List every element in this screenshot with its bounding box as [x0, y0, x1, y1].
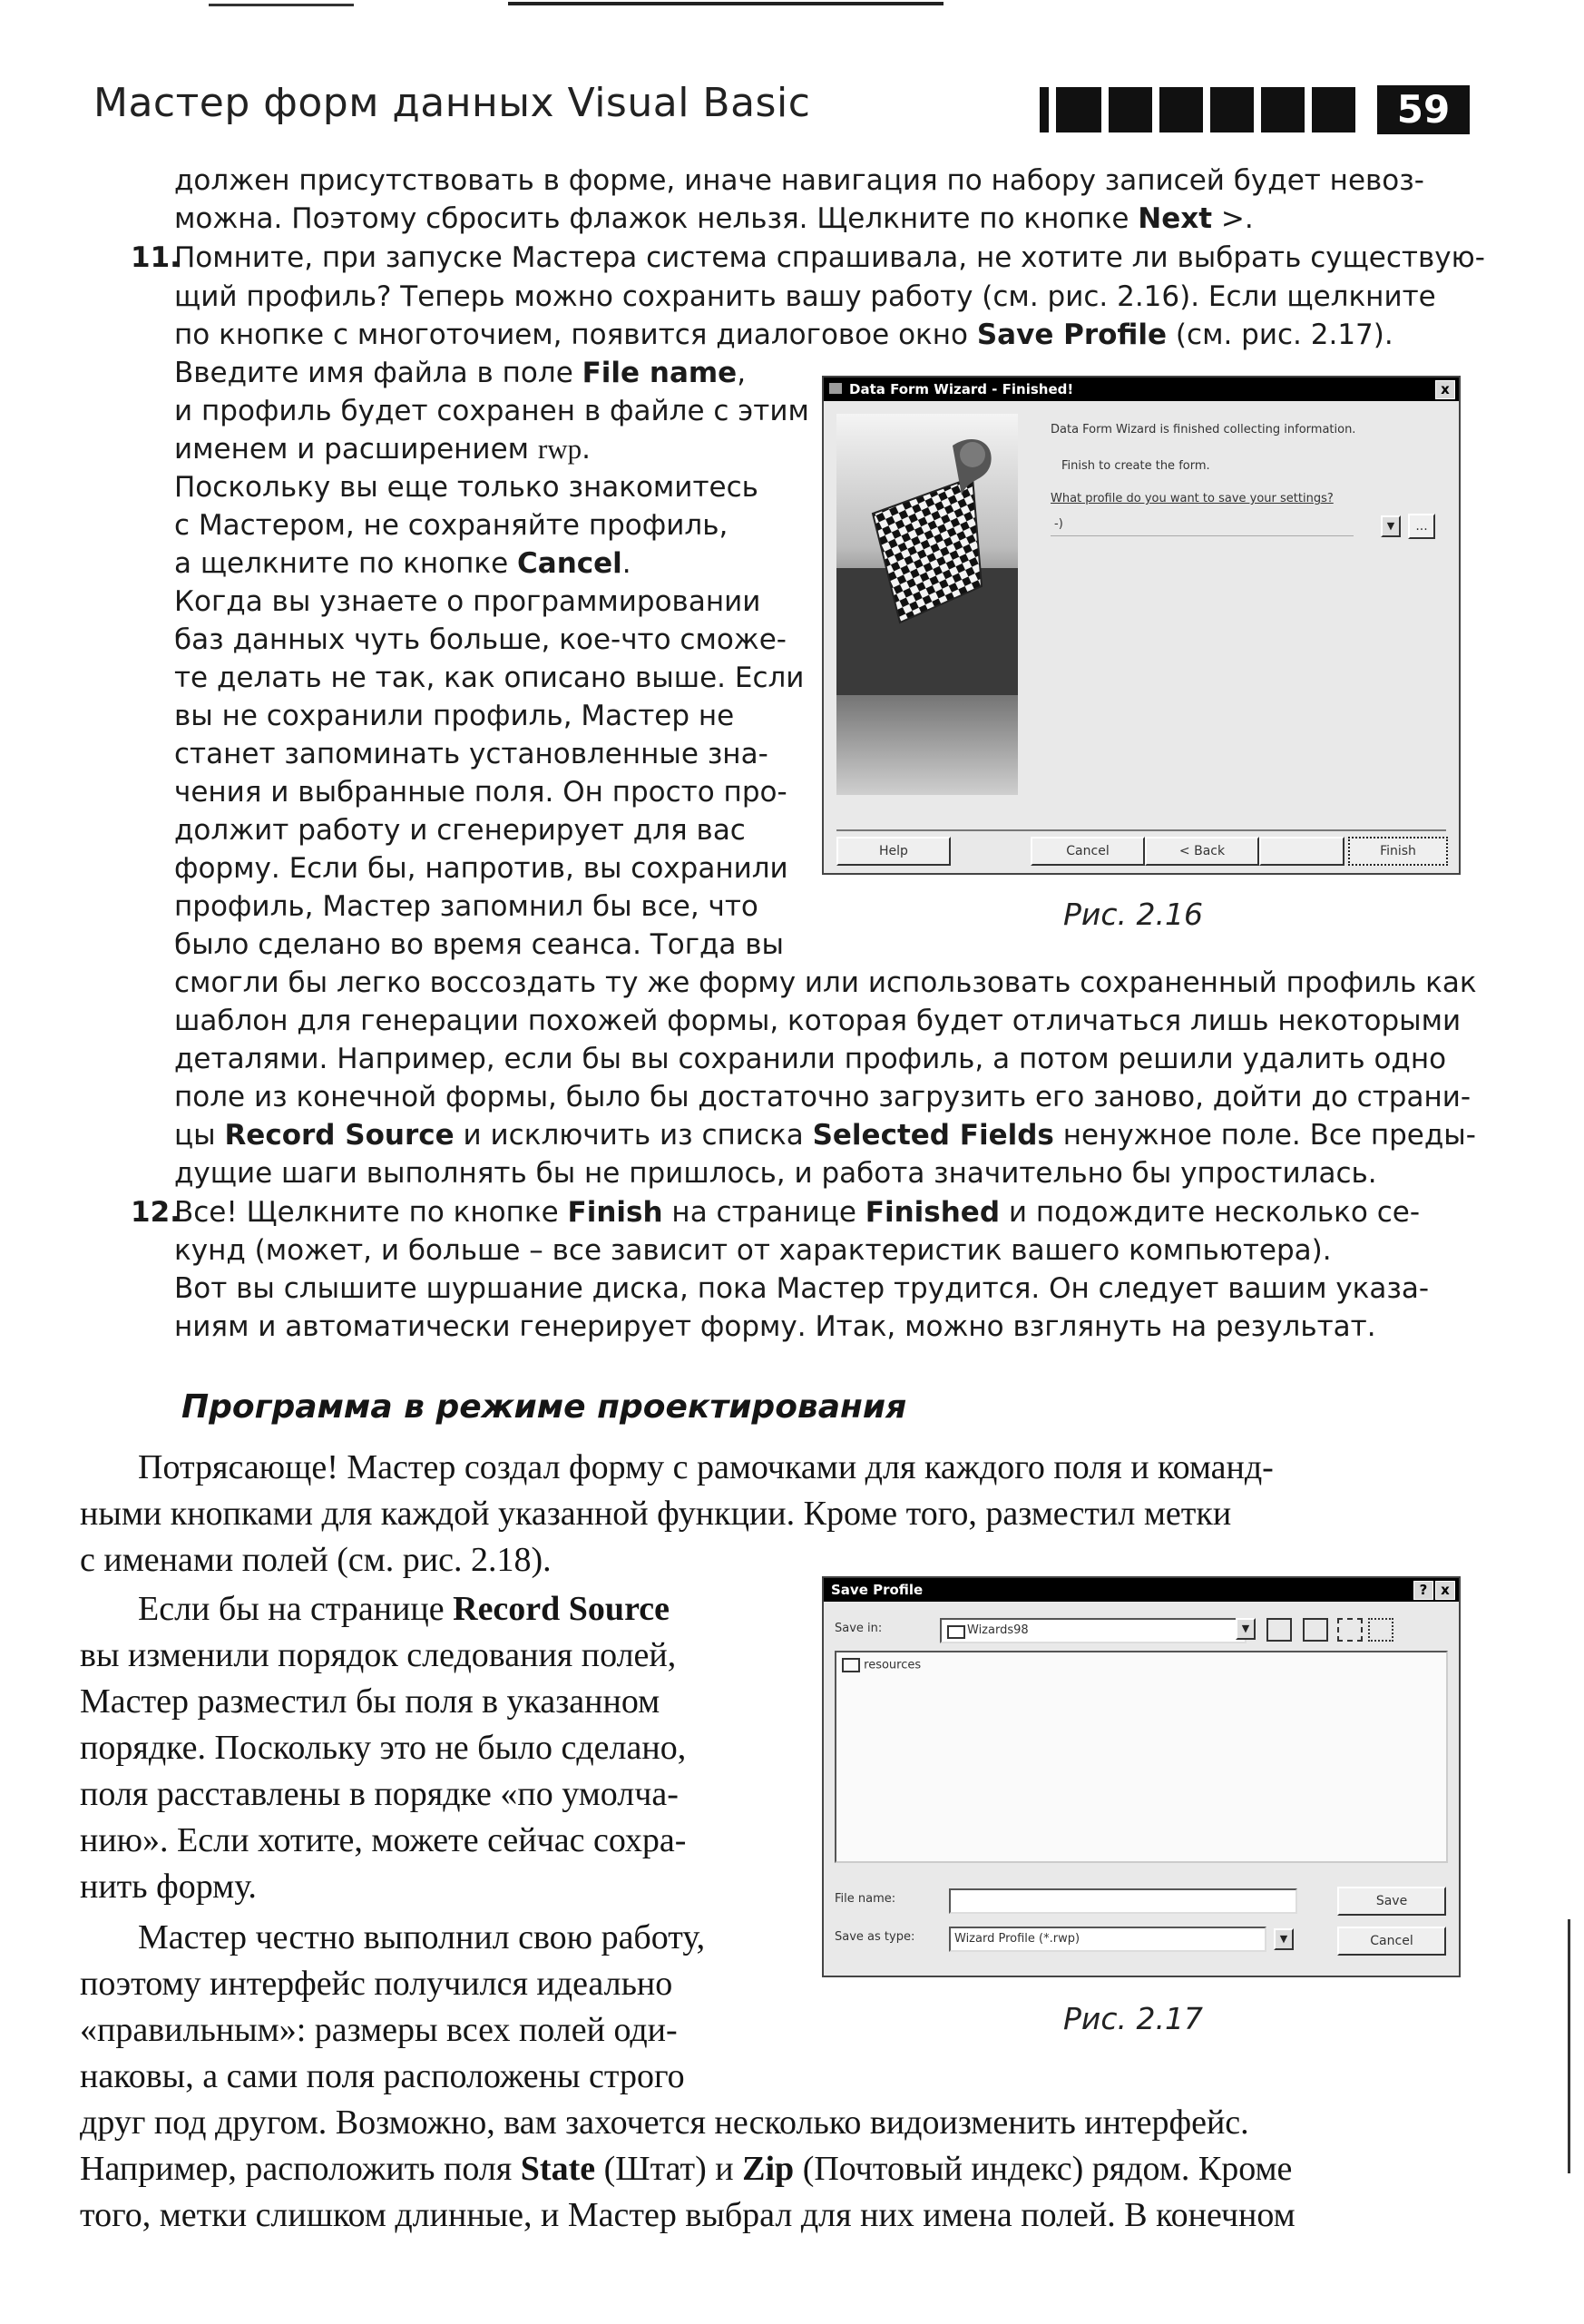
close-button[interactable]: x — [1435, 380, 1455, 399]
header-bar — [1159, 87, 1203, 132]
header-bar — [1312, 87, 1355, 132]
text-line: те делать не так, как описано выше. Если — [174, 662, 805, 694]
details-view-icon[interactable] — [1368, 1618, 1393, 1642]
save-profile-dialog — [822, 1576, 1461, 1977]
running-title: Мастер форм данных Visual Basic — [93, 80, 811, 126]
text-line: Если бы на странице Record Source — [138, 1590, 670, 1628]
save-as-type-label: Save as type: — [835, 1930, 915, 1944]
text-line: нить форму. — [80, 1868, 257, 1906]
cancel-button[interactable]: Cancel — [1337, 1927, 1446, 1956]
text-line: щий профиль? Теперь можно сохранить вашу работу (см. рис. 2.16). Если щелкните — [174, 280, 1436, 313]
header-bars — [1040, 87, 1355, 132]
chevron-down-icon[interactable]: ▼ — [1274, 1928, 1294, 1950]
chevron-down-icon[interactable]: ▼ — [1236, 1618, 1256, 1640]
text-line: порядке. Поскольку это не было сделано, — [80, 1729, 687, 1767]
dialog-titlebar — [824, 378, 1459, 401]
text-line: деталями. Например, если бы вы сохранили профиль, а потом решили удалить одно — [174, 1043, 1447, 1075]
text-line: форму. Если бы, напротив, вы сохранили — [174, 852, 788, 885]
text-line: чения и выбранные поля. Он просто про- — [174, 776, 787, 809]
text-line: можна. Поэтому сбросить флажок нельзя. Щелкните по кнопке Next >. — [174, 202, 1254, 235]
ellipsis-button[interactable]: ... — [1408, 514, 1435, 539]
wizard-message: Finish to create the form. — [1061, 459, 1210, 473]
text-line: «правильным»: размеры всех полей оди- — [80, 2011, 678, 2049]
list-item[interactable] — [842, 1658, 921, 1672]
text-line: поле из конечной формы, было бы достаточно загрузить его заново, дойти до страни- — [174, 1081, 1472, 1113]
wizard-message: What profile do you want to save your settings? — [1051, 492, 1334, 505]
text-line: а щелкните по кнопке Cancel. — [174, 547, 631, 580]
text-line: с Мастером, не сохраняйте профиль, — [174, 509, 728, 542]
save-in-value: Wizards98 — [967, 1623, 1029, 1637]
text-line: было сделано во время сеанса. Тогда вы — [174, 928, 785, 961]
wizard-finished-dialog — [822, 376, 1461, 875]
text-line: Когда вы узнаете о программировании — [174, 585, 761, 618]
text-line: Введите имя файла в поле File name, — [174, 357, 747, 389]
text-line: Помните, при запуске Мастера система спрашивала, не хотите ли выбрать существую- — [174, 241, 1485, 274]
cancel-button[interactable]: Cancel — [1031, 837, 1145, 866]
save-button[interactable]: Save — [1337, 1887, 1446, 1916]
text-line: Все! Щелкните по кнопке Finish на странице Finished и подождите несколько се- — [174, 1196, 1421, 1229]
text-line: ными кнопками для каждой указанной функции. Кроме того, разместил метки — [80, 1495, 1232, 1533]
help-button[interactable]: Help — [836, 837, 951, 866]
text-line: должит работу и сгенерирует для вас — [174, 814, 746, 847]
text-line: наковы, а сами поля расположены строго — [80, 2057, 685, 2095]
text-line: Потрясающе! Мастер создал форму с рамочками для каждого поля и команд- — [138, 1448, 1274, 1486]
text-line: Вот вы слышите шуршание диска, пока Мастер трудится. Он следует вашим указа- — [174, 1272, 1430, 1305]
margin-rule — [1568, 1919, 1570, 2173]
folder-name: resources — [864, 1658, 922, 1672]
list-view-icon[interactable] — [1337, 1618, 1363, 1642]
text-line: Мастер разместил бы поля в указанном — [80, 1682, 660, 1721]
dialog-title: Data Form Wizard - Finished! — [849, 381, 1074, 397]
text-line: цы Record Source и исключить из списка Selected Fields ненужное поле. Все преды- — [174, 1119, 1476, 1152]
text-line: и профиль будет сохранен в файле с этим — [174, 395, 809, 427]
header-bar — [1056, 87, 1101, 132]
header-bar — [1210, 87, 1254, 132]
file-name-input[interactable] — [949, 1888, 1297, 1914]
text-line: нию». Если хотите, можете сейчас сохра- — [80, 1821, 687, 1859]
text-line: с именами полей (см. рис. 2.18). — [80, 1541, 552, 1579]
text-line: смогли бы легко воссоздать ту же форму или использовать сохраненный профиль как — [174, 966, 1477, 999]
figure-caption: Рис. 2.17 — [1063, 2001, 1203, 2036]
close-button[interactable]: x — [1435, 1581, 1455, 1600]
text-line: станет запоминать установленные зна- — [174, 738, 768, 770]
top-rule — [209, 4, 354, 6]
back-button[interactable]: < Back — [1145, 837, 1259, 866]
text-line: поэтому интерфейс получился идеально — [80, 1965, 673, 2003]
header-bar — [1040, 87, 1049, 132]
folder-icon — [842, 1658, 860, 1672]
profile-combo[interactable]: -) — [1051, 514, 1354, 536]
wizard-message: Data Form Wizard is finished collecting information. — [1051, 423, 1356, 436]
file-list[interactable] — [835, 1651, 1448, 1863]
header-bar — [1261, 87, 1305, 132]
top-rule — [508, 2, 944, 5]
text-line: Мастер честно выполнил свою работу, — [138, 1918, 706, 1956]
folder-icon — [947, 1625, 965, 1639]
divider — [836, 829, 1446, 831]
text-line: дущие шаги выполнять бы не пришлось, и работа значительно бы упростилась. — [174, 1157, 1377, 1190]
help-icon[interactable]: ? — [1413, 1581, 1433, 1600]
save-as-type-select[interactable]: Wizard Profile (*.rwp) — [949, 1927, 1266, 1952]
text-line: должен присутствовать в форме, иначе навигация по набору записей будет невоз- — [174, 164, 1424, 197]
text-line: вы не сохранили профиль, Мастер не — [174, 700, 735, 732]
section-heading: Программа в режиме проектирования — [181, 1388, 907, 1426]
text-line: друг под другом. Возможно, вам захочется несколько видоизменить интерфейс. — [80, 2103, 1249, 2142]
up-folder-icon[interactable] — [1266, 1618, 1292, 1642]
list-number: 12. — [131, 1196, 181, 1229]
text-line: по кнопке с многоточием, появится диалоговое окно Save Profile (см. рис. 2.17). — [174, 319, 1393, 351]
text-line: Например, расположить поля State (Штат) и Zip (Почтовый индекс) рядом. Кроме — [80, 2150, 1293, 2188]
dialog-title: Save Profile — [831, 1582, 924, 1598]
text-line: того, метки слишком длинные, и Мастер выбрал для них имена полей. В конечном — [80, 2196, 1296, 2234]
save-in-label: Save in: — [835, 1622, 883, 1635]
figure-caption: Рис. 2.16 — [1063, 897, 1203, 932]
text-line: вы изменили порядок следования полей, — [80, 1636, 677, 1674]
next-button[interactable] — [1259, 837, 1344, 866]
chevron-down-icon[interactable]: ▼ — [1381, 515, 1401, 537]
text-line: баз данных чуть больше, кое-что сможе- — [174, 623, 787, 656]
text-line: профиль, Мастер запомнил бы все, что — [174, 890, 758, 923]
checkered-flag-graphic — [836, 414, 1018, 795]
text-line: именем и расширением rwp. — [174, 433, 591, 466]
text-line: Поскольку вы еще только знакомитесь — [174, 471, 758, 504]
dialog-titlebar — [824, 1578, 1459, 1602]
page-number: 59 — [1377, 85, 1470, 134]
new-folder-icon[interactable] — [1303, 1618, 1328, 1642]
list-number: 11. — [131, 241, 181, 274]
finish-button[interactable]: Finish — [1348, 837, 1448, 866]
text-line: ниям и автоматически генерирует форму. Итак, можно взглянуть на результат. — [174, 1310, 1376, 1343]
app-icon — [829, 383, 842, 394]
text-line: поля расставлены в порядке «по умолча- — [80, 1775, 679, 1813]
text-line: кунд (может, и больше – все зависит от характеристик вашего компьютера). — [174, 1234, 1332, 1267]
header-bar — [1109, 87, 1152, 132]
text-line: шаблон для генерации похожей формы, которая будет отличаться лишь некоторыми — [174, 1005, 1462, 1037]
file-name-label: File name: — [835, 1892, 896, 1906]
save-in-select[interactable] — [940, 1618, 1247, 1643]
